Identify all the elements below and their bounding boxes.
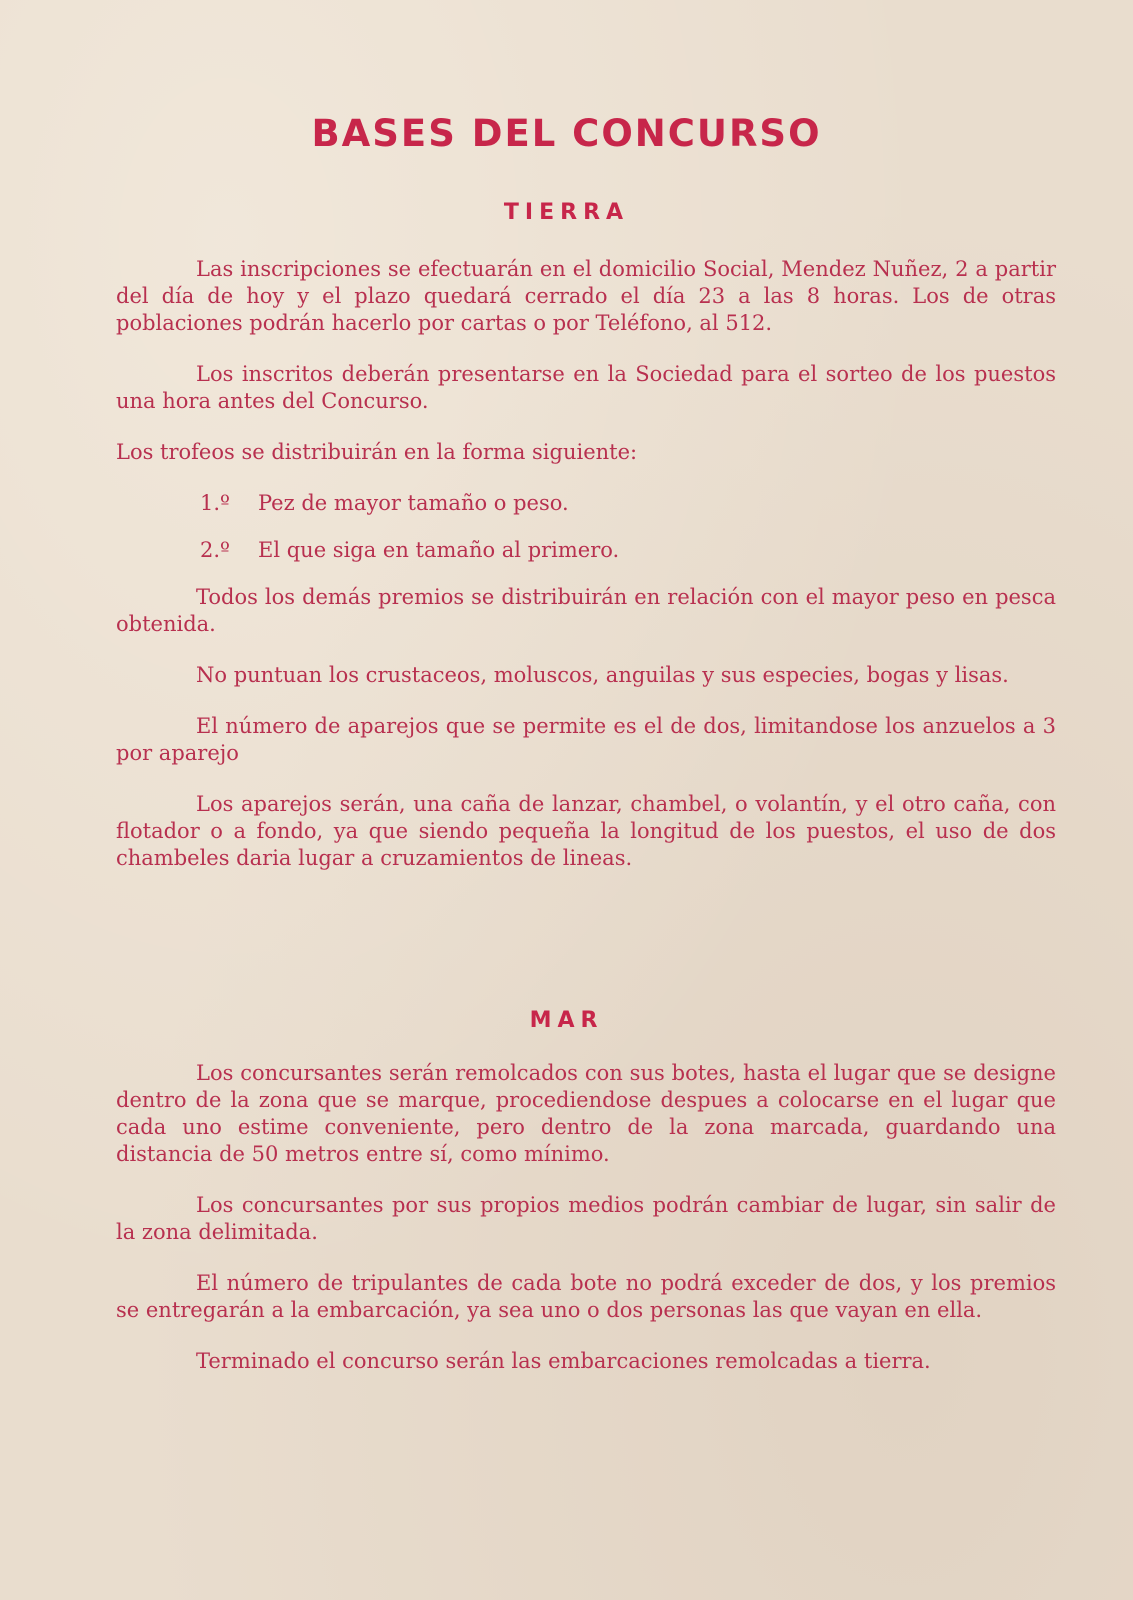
tierra-paragraph-trofeos: Los trofeos se distribuirán en la forma siguiente:: [116, 440, 638, 464]
tierra-paragraph-inscripciones: Las inscripciones se efectuarán en el domicilio Social, Mendez Nuñez, 2 a partir del día de hoy y el plazo quedará cerrado el día 23 a las 8 horas. Los de otras poblaciones podrán hacerlo por cartas o por Teléfono, al 512.: [116, 257, 1056, 335]
section-heading-tierra: TIERRA: [503, 200, 630, 225]
list-item-number: 1.º: [200, 491, 230, 515]
tierra-section-body: [116, 256, 1056, 896]
mar-section-body: [116, 1060, 1056, 1399]
list-item-text: El que siga en tamaño al primero.: [258, 538, 620, 562]
mar-paragraph-terminado: Terminado el concurso serán las embarcaciones remolcadas a tierra.: [196, 1349, 931, 1373]
tierra-paragraph-inscritos: Los inscritos deberán presentarse en la Sociedad para el sorteo de los puestos una hora antes del Concurso.: [116, 362, 1056, 413]
page-title: BASES DEL CONCURSO: [311, 112, 822, 155]
mar-paragraph-tripulantes: El número de tripulantes de cada bote no podrá exceder de dos, y los premios se entregarán a la embarcación, ya sea uno o dos personas las que vayan en ella.: [116, 1271, 1056, 1322]
tierra-paragraph-no-puntuan: No puntuan los crustaceos, moluscos, anguilas y sus especies, bogas y lisas.: [196, 663, 1009, 687]
tierra-paragraph-aparejos-tipos: Los aparejos serán, una caña de lanzar, chambel, o volantín, y el otro caña, con flotador o a fondo, ya que siendo pequeña la longitud de los puestos, el uso de dos chambeles daria lugar a cruzamientos de lineas.: [116, 792, 1056, 870]
section-heading-mar: MAR: [529, 1008, 604, 1033]
tierra-paragraph-aparejos-numero: El número de aparejos que se permite es el de dos, limitandose los anzuelos a 3 por aparejo: [116, 714, 1056, 765]
list-item-number: 2.º: [200, 538, 230, 562]
mar-paragraph-cambiar-lugar: Los concursantes por sus propios medios podrán cambiar de lugar, sin salir de la zona delimitada.: [116, 1193, 1056, 1244]
list-item-text: Pez de mayor tamaño o peso.: [258, 491, 569, 515]
trophy-list-item: [116, 490, 1056, 517]
tierra-paragraph-premios: Todos los demás premios se distribuirán en relación con el mayor peso en pesca obtenida.: [116, 585, 1056, 636]
trophy-list-item: [116, 537, 1056, 564]
mar-paragraph-remolcados: Los concursantes serán remolcados con sus botes, hasta el lugar que se designe dentro de la zona que se marque, procediendose despues a colocarse en el lugar que cada uno estime conveniente, pero dentro de la zona marcada, guardando una distancia de 50 metros entre sí, como mínimo.: [116, 1061, 1056, 1166]
